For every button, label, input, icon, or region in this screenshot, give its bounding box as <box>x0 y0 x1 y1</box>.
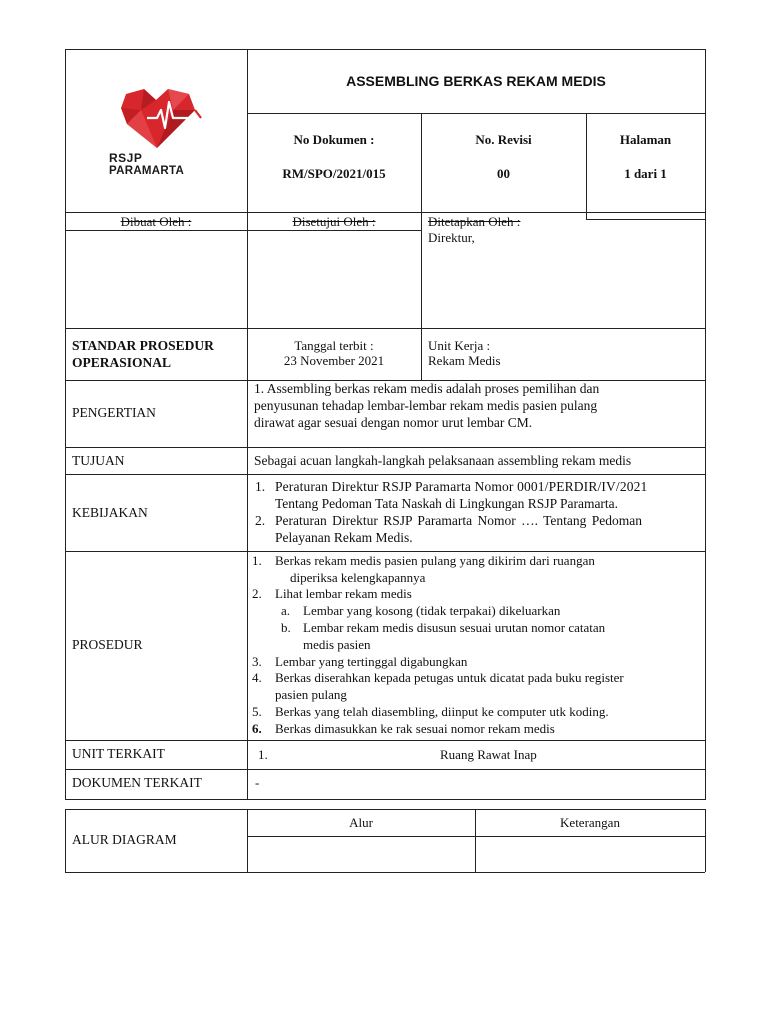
halaman-value: 1 dari 1 <box>624 166 667 181</box>
pengertian-line: penyusunan tehadap lembar-lembar rekam medis pasien pulang <box>254 398 598 413</box>
no-dokumen-label: No Dokumen : <box>293 132 375 147</box>
alur-diagram-label: ALUR DIAGRAM <box>72 832 177 847</box>
pengertian-label: PENGERTIAN <box>72 405 156 420</box>
prosedur-line: pasien pulang <box>275 687 347 702</box>
prosedur-label: PROSEDUR <box>72 637 143 652</box>
prosedur-line: medis pasien <box>303 637 371 652</box>
prosedur-line: Berkas dimasukkan ke rak sesuai nomor rekam medis <box>275 721 555 736</box>
kebijakan-item-line: Peraturan Direktur RSJP Paramarta Nomor 0001/PERDIR/IV/2021 <box>275 479 648 494</box>
kebijakan-item-line: Tentang Pedoman Tata Naskah di Lingkungan RSJP Paramarta. <box>275 496 619 511</box>
alur-column-header: Alur <box>349 815 373 830</box>
disetujui-oleh-label: Disetujui Oleh : <box>292 214 376 229</box>
prosedur-line: Lihat lembar rekam medis <box>275 586 412 601</box>
prosedur-num: 1. <box>252 553 262 568</box>
prosedur-line: Berkas diserahkan kepada petugas untuk dicatat pada buku register <box>275 670 624 685</box>
spo-label-line2: OPERASIONAL <box>72 355 172 370</box>
prosedur-line: Berkas rekam medis pasien pulang yang dikirim dari ruangan <box>275 553 595 568</box>
logo <box>97 88 217 183</box>
prosedur-num: 4. <box>252 670 262 685</box>
pengertian-line: dirawat agar sesuai dengan nomor urut lembar CM. <box>254 415 533 430</box>
prosedur-subnum: a. <box>281 603 291 618</box>
pengertian-line: 1. Assembling berkas rekam medis adalah proses pemilihan dan <box>254 381 600 396</box>
kebijakan-item-line: Peraturan Direktur RSJP Paramarta Nomor …. Tentang Pedoman <box>275 513 642 528</box>
prosedur-line: Berkas yang telah diasembling, diinput ke computer utk koding. <box>275 704 609 719</box>
dokumen-terkait-label: DOKUMEN TERKAIT <box>72 775 202 790</box>
prosedur-subnum: b. <box>281 620 291 635</box>
prosedur-num: 5. <box>252 704 262 719</box>
prosedur-line: Lembar rekam medis disusun sesuai urutan nomor catatan <box>303 620 606 635</box>
unit-kerja-label: Unit Kerja : <box>428 338 491 353</box>
unit-terkait-label: UNIT TERKAIT <box>72 746 165 761</box>
keterangan-column-header: Keterangan <box>560 815 620 830</box>
kebijakan-item-line: Pelayanan Rekam Medis. <box>275 530 413 545</box>
halaman-label: Halaman <box>619 132 672 147</box>
tanggal-terbit-label: Tanggal terbit : <box>294 338 374 353</box>
unit-terkait-num: 1. <box>258 747 268 762</box>
ditetapkan-oleh-label: Ditetapkan Oleh : <box>428 214 521 229</box>
prosedur-num: 6. <box>252 721 262 736</box>
prosedur-line: Lembar yang tertinggal digabungkan <box>275 654 468 669</box>
kebijakan-label: KEBIJAKAN <box>72 505 148 520</box>
unit-kerja-value: Rekam Medis <box>428 353 501 368</box>
logo-text-line1: RSJP <box>109 151 143 165</box>
page-title: ASSEMBLING BERKAS REKAM MEDIS <box>346 73 606 89</box>
logo-text-line2: PARAMARTA <box>109 165 185 177</box>
unit-terkait-value: Ruang Rawat Inap <box>440 747 537 762</box>
kebijakan-item-num: 2. <box>255 513 266 528</box>
no-revisi-label: No. Revisi <box>475 132 532 147</box>
spo-label-line1: STANDAR PROSEDUR <box>72 338 214 353</box>
tanggal-terbit-value: 23 November 2021 <box>283 353 385 368</box>
no-dokumen-value: RM/SPO/2021/015 <box>282 166 386 181</box>
tujuan-label: TUJUAN <box>72 453 125 468</box>
prosedur-line: diperiksa kelengkapannya <box>290 570 426 585</box>
tujuan-text: Sebagai acuan langkah-langkah pelaksanaan assembling rekam medis <box>254 453 632 468</box>
kebijakan-item-num: 1. <box>255 479 266 494</box>
no-revisi-value: 00 <box>497 166 510 181</box>
prosedur-line: Lembar yang kosong (tidak terpakai) dikeluarkan <box>303 603 561 618</box>
prosedur-num: 2. <box>252 586 262 601</box>
dibuat-oleh-label: Dibuat Oleh : <box>120 214 192 229</box>
prosedur-num: 3. <box>252 654 262 669</box>
direktur-label: Direktur, <box>428 230 475 245</box>
dokumen-terkait-value: - <box>255 775 260 790</box>
